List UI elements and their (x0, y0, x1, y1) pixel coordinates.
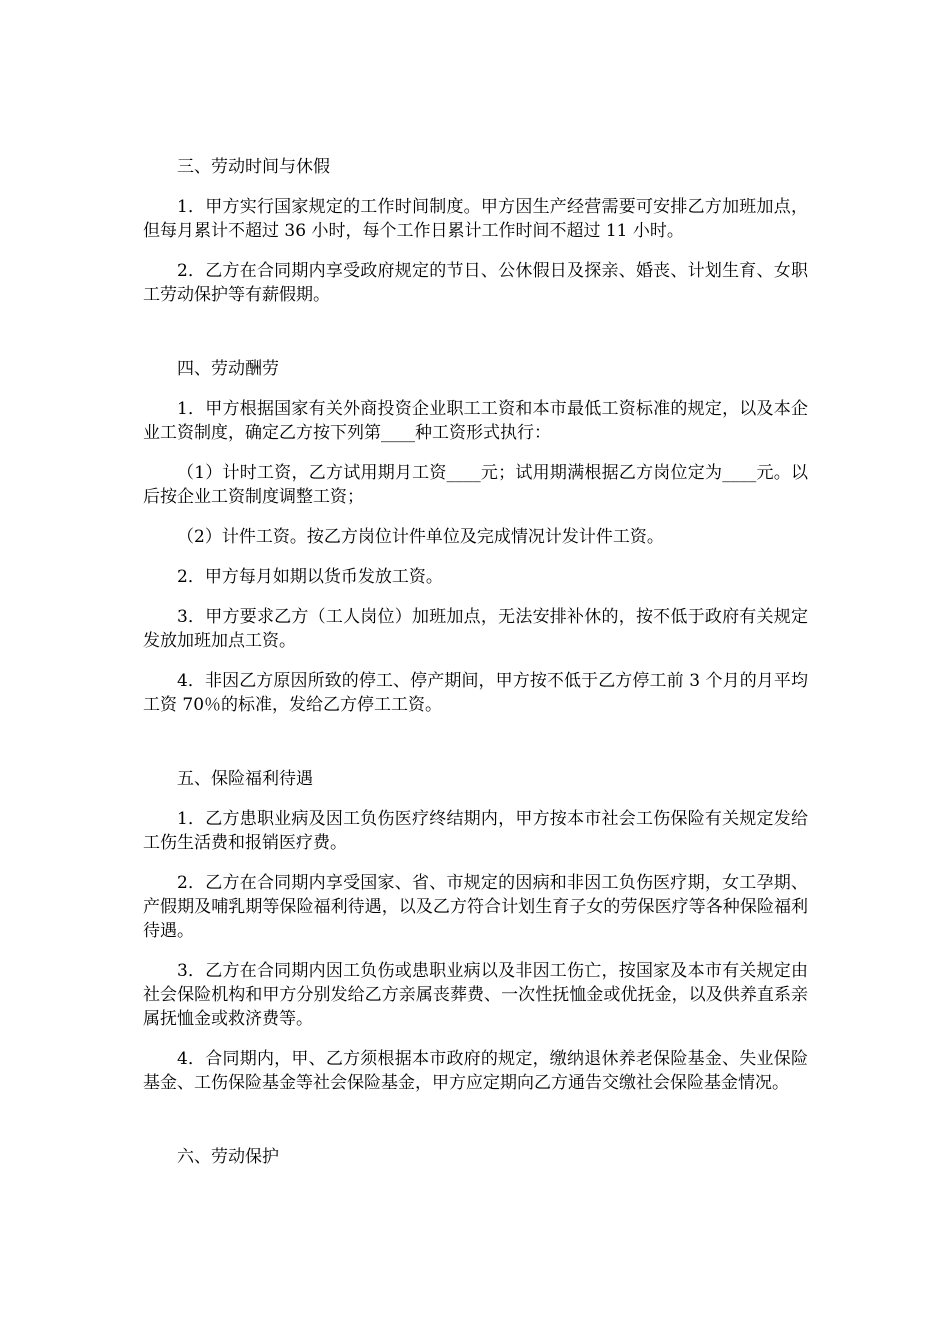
paragraph: 4．合同期内，甲、乙方须根据本市政府的规定，缴纳退休养老保险基金、失业保险基金、工伤保险基金等社会保险基金，甲方应定期向乙方通告交缴社会保险基金情况。 (143, 1049, 808, 1093)
paragraph: 2．乙方在合同期内享受政府规定的节日、公休假日及探亲、婚丧、计划生育、女职工劳动保护等有薪假期。 (143, 261, 808, 305)
document-body (143, 155, 808, 1169)
section-heading-5: 五、保险福利待遇 (177, 769, 313, 789)
paragraph: 3．乙方在合同期内因工负伤或患职业病以及非因工伤亡，按国家及本市有关规定由社会保险机构和甲方分别发给乙方亲属丧葬费、一次性抚恤金或优抚金，以及供养直系亲属抚恤金或救济费等。 (143, 961, 808, 1029)
paragraph: 3．甲方要求乙方（工人岗位）加班加点，无法安排补休的，按不低于政府有关规定发放加班加点工资。 (143, 607, 808, 651)
paragraph: 1．甲方实行国家规定的工作时间制度。甲方因生产经营需要可安排乙方加班加点，但每月累计不超过 36 小时，每个工作日累计工作时间不超过 11 小时。 (143, 197, 808, 241)
paragraph: 4．非因乙方原因所致的停工、停产期间，甲方按不低于乙方停工前 3 个月的月平均工资 70％的标准，发给乙方停工工资。 (143, 671, 808, 715)
section-heading-3: 三、劳动时间与休假 (177, 157, 330, 177)
section-heading-6: 六、劳动保护 (177, 1147, 279, 1167)
paragraph: 1．乙方患职业病及因工负伤医疗终结期内，甲方按本市社会工伤保险有关规定发给工伤生活费和报销医疗费。 (143, 809, 808, 853)
paragraph: （2）计件工资。按乙方岗位计件单位及完成情况计发计件工资。 (177, 527, 664, 547)
paragraph: （1）计时工资，乙方试用期月工资____元；试用期满根据乙方岗位定为____元。以后按企业工资制度调整工资； (143, 463, 808, 507)
paragraph: 1．甲方根据国家有关外商投资企业职工工资和本市最低工资标准的规定，以及本企业工资制度，确定乙方按下列第____种工资形式执行： (143, 399, 808, 443)
paragraph: 2．乙方在合同期内享受国家、省、市规定的因病和非因工负伤医疗期，女工孕期、产假期及哺乳期等保险福利待遇，以及乙方符合计划生育子女的劳保医疗等各种保险福利待遇。 (143, 873, 808, 941)
paragraph: 2．甲方每月如期以货币发放工资。 (177, 567, 443, 587)
section-heading-4: 四、劳动酬劳 (177, 359, 279, 379)
